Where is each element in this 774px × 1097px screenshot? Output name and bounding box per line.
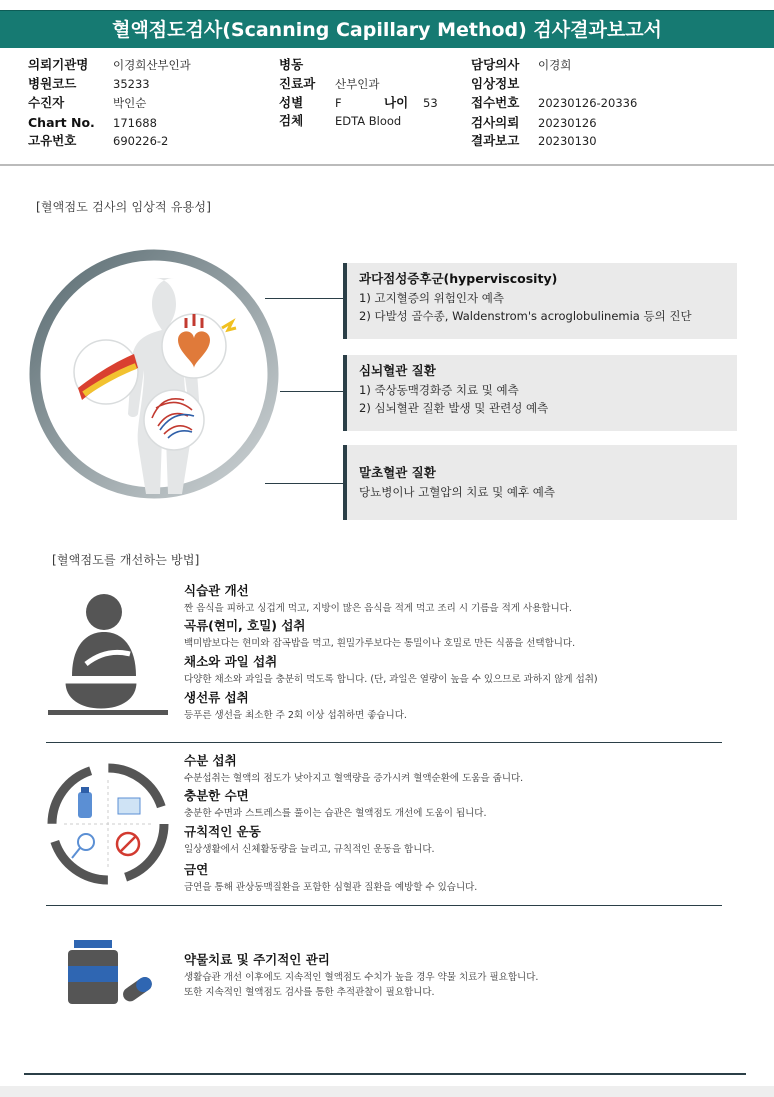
box-title: 말초혈관 질환: [359, 465, 436, 480]
footer-line: [24, 1073, 746, 1075]
tip-title: 규칙적인 운동: [184, 824, 261, 839]
clinical-box-hyperviscosity: [343, 263, 737, 339]
tip-exercise: [184, 822, 435, 855]
label-clinical-info: 임상정보: [471, 76, 520, 91]
value-chart-no: 171688: [113, 116, 157, 130]
label-age: 나이: [384, 95, 409, 110]
tip-title: 곡류(현미, 호밀) 섭취: [184, 618, 306, 633]
tip-desc: 다양한 채소와 과일을 충분히 먹도록 합니다. (단, 과일은 열량이 높을 수 있으므로 과하지 않게 섭취): [184, 674, 598, 685]
tip-title: 생선류 섭취: [184, 690, 249, 705]
value-institution: 이경희산부인과: [113, 58, 191, 72]
value-age: 53: [423, 96, 438, 110]
tip-title: 채소와 과일 섭취: [184, 654, 278, 669]
box-title: 과다점성증후군(hyperviscosity): [359, 271, 558, 286]
label-report-date: 결과보고: [471, 133, 520, 148]
tip-desc: 수분섭취는 혈액의 점도가 낮아지고 혈액량을 증가시켜 혈액순환에 도움을 줍니다.: [184, 773, 524, 784]
tip-grain: [184, 616, 575, 649]
body-illustration: [28, 248, 280, 500]
label-doctor: 담당의사: [471, 57, 520, 72]
improve-heading: [혈액점도를 개선하는 방법]: [52, 553, 200, 567]
connector-2: [280, 391, 343, 392]
value-department: 산부인과: [335, 77, 380, 91]
tip-desc: 짠 음식을 피하고 싱겁게 먹고, 지방이 많은 음식을 적게 먹고 조리 시 기름을 적게 사용합니다.: [184, 603, 572, 614]
value-receipt-no: 20230126-20336: [538, 96, 638, 110]
tip-diet: [184, 581, 572, 614]
tip-water: [184, 751, 523, 784]
label-unique-no: 고유번호: [28, 133, 77, 148]
tip-title: 수분 섭취: [184, 753, 237, 768]
report-title: 혈액점도검사(Scanning Capillary Method) 검사결과보고서: [0, 10, 774, 48]
tip-title: 식습관 개선: [184, 583, 249, 598]
clinical-heading: [혈액점도 검사의 임상적 유용성]: [36, 200, 212, 214]
value-patient: 박인순: [113, 96, 147, 110]
label-institution: 의뢰기관명: [28, 57, 89, 72]
tip-desc: 금연을 통해 관상동맥질환을 포함한 심혈관 질환을 예방할 수 있습니다.: [184, 882, 478, 893]
divider-2: [46, 905, 722, 906]
tip-no-smoking: [184, 860, 477, 893]
label-patient: 수진자: [28, 95, 65, 110]
tip-desc: 생활습관 개선 이후에도 지속적인 혈액점도 수치가 높을 경우 약물 치료가 필요합니다.: [184, 972, 539, 983]
tip-vegetables: [184, 652, 598, 685]
tip-title: 약물치료 및 주기적인 관리: [184, 952, 330, 967]
label-hospital-code: 병원코드: [28, 76, 77, 91]
label-sex: 성별: [279, 95, 304, 110]
tip-desc: 일상생활에서 신체활동량을 늘리고, 규칙적인 운동을 합니다.: [184, 844, 435, 855]
label-receipt-no: 접수번호: [471, 95, 520, 110]
label-specimen: 검체: [279, 113, 304, 128]
tip-desc: 또한 지속적인 혈액점도 검사를 통한 추적관찰이 필요합니다.: [184, 987, 435, 998]
label-chart-no: Chart No.: [28, 115, 95, 130]
value-request-date: 20230126: [538, 116, 597, 130]
box-title: 심뇌혈관 질환: [359, 363, 436, 378]
value-doctor: 이경희: [538, 58, 572, 72]
lifestyle-cycle-icon: [44, 760, 172, 888]
tip-desc: 백미밥보다는 현미와 잡곡밥을 먹고, 흰밀가루보다는 통밀이나 호밀로 만든 식품을 선택합니다.: [184, 638, 576, 649]
divider-1: [46, 742, 722, 743]
box-line: 1) 고지혈증의 위험인자 예측: [359, 291, 504, 305]
tip-fish: [184, 688, 407, 721]
eating-person-icon: [46, 592, 172, 718]
box-line: 2) 심뇌혈관 질환 발생 및 관련성 예측: [359, 401, 549, 415]
info-divider: [0, 164, 774, 166]
footer-bar: [0, 1086, 774, 1097]
box-line: 2) 다발성 골수종, Waldenstrom's acroglobulinemia 등의 진단: [359, 309, 692, 323]
label-ward: 병동: [279, 57, 304, 72]
connector-3: [265, 483, 343, 484]
value-specimen: EDTA Blood: [335, 114, 402, 128]
box-line: 1) 죽상동맥경화증 치료 및 예측: [359, 383, 519, 397]
tip-sleep: [184, 786, 487, 819]
tip-title: 금연: [184, 862, 209, 877]
clinical-box-cardio: [343, 355, 737, 431]
connector-1: [265, 298, 343, 299]
value-report-date: 20230130: [538, 134, 597, 148]
value-unique-no: 690226-2: [113, 134, 169, 148]
tip-title: 충분한 수면: [184, 788, 249, 803]
medicine-bottle-icon: [66, 940, 158, 1006]
tip-desc: 등푸른 생선을 최소한 주 2회 이상 섭취하면 좋습니다.: [184, 710, 407, 721]
label-department: 진료과: [279, 76, 316, 91]
tip-medication: [184, 950, 538, 998]
box-line: 당뇨병이나 고혈압의 치료 및 예후 예측: [359, 485, 556, 499]
label-request-date: 검사의뢰: [471, 115, 520, 130]
patient-info: [0, 56, 774, 168]
value-hospital-code: 35233: [113, 77, 150, 91]
clinical-box-peripheral: [343, 445, 737, 520]
tip-desc: 충분한 수면과 스트레스를 풀이는 습관은 혈액점도 개선에 도움이 됩니다.: [184, 808, 487, 819]
value-sex: F: [335, 96, 342, 110]
